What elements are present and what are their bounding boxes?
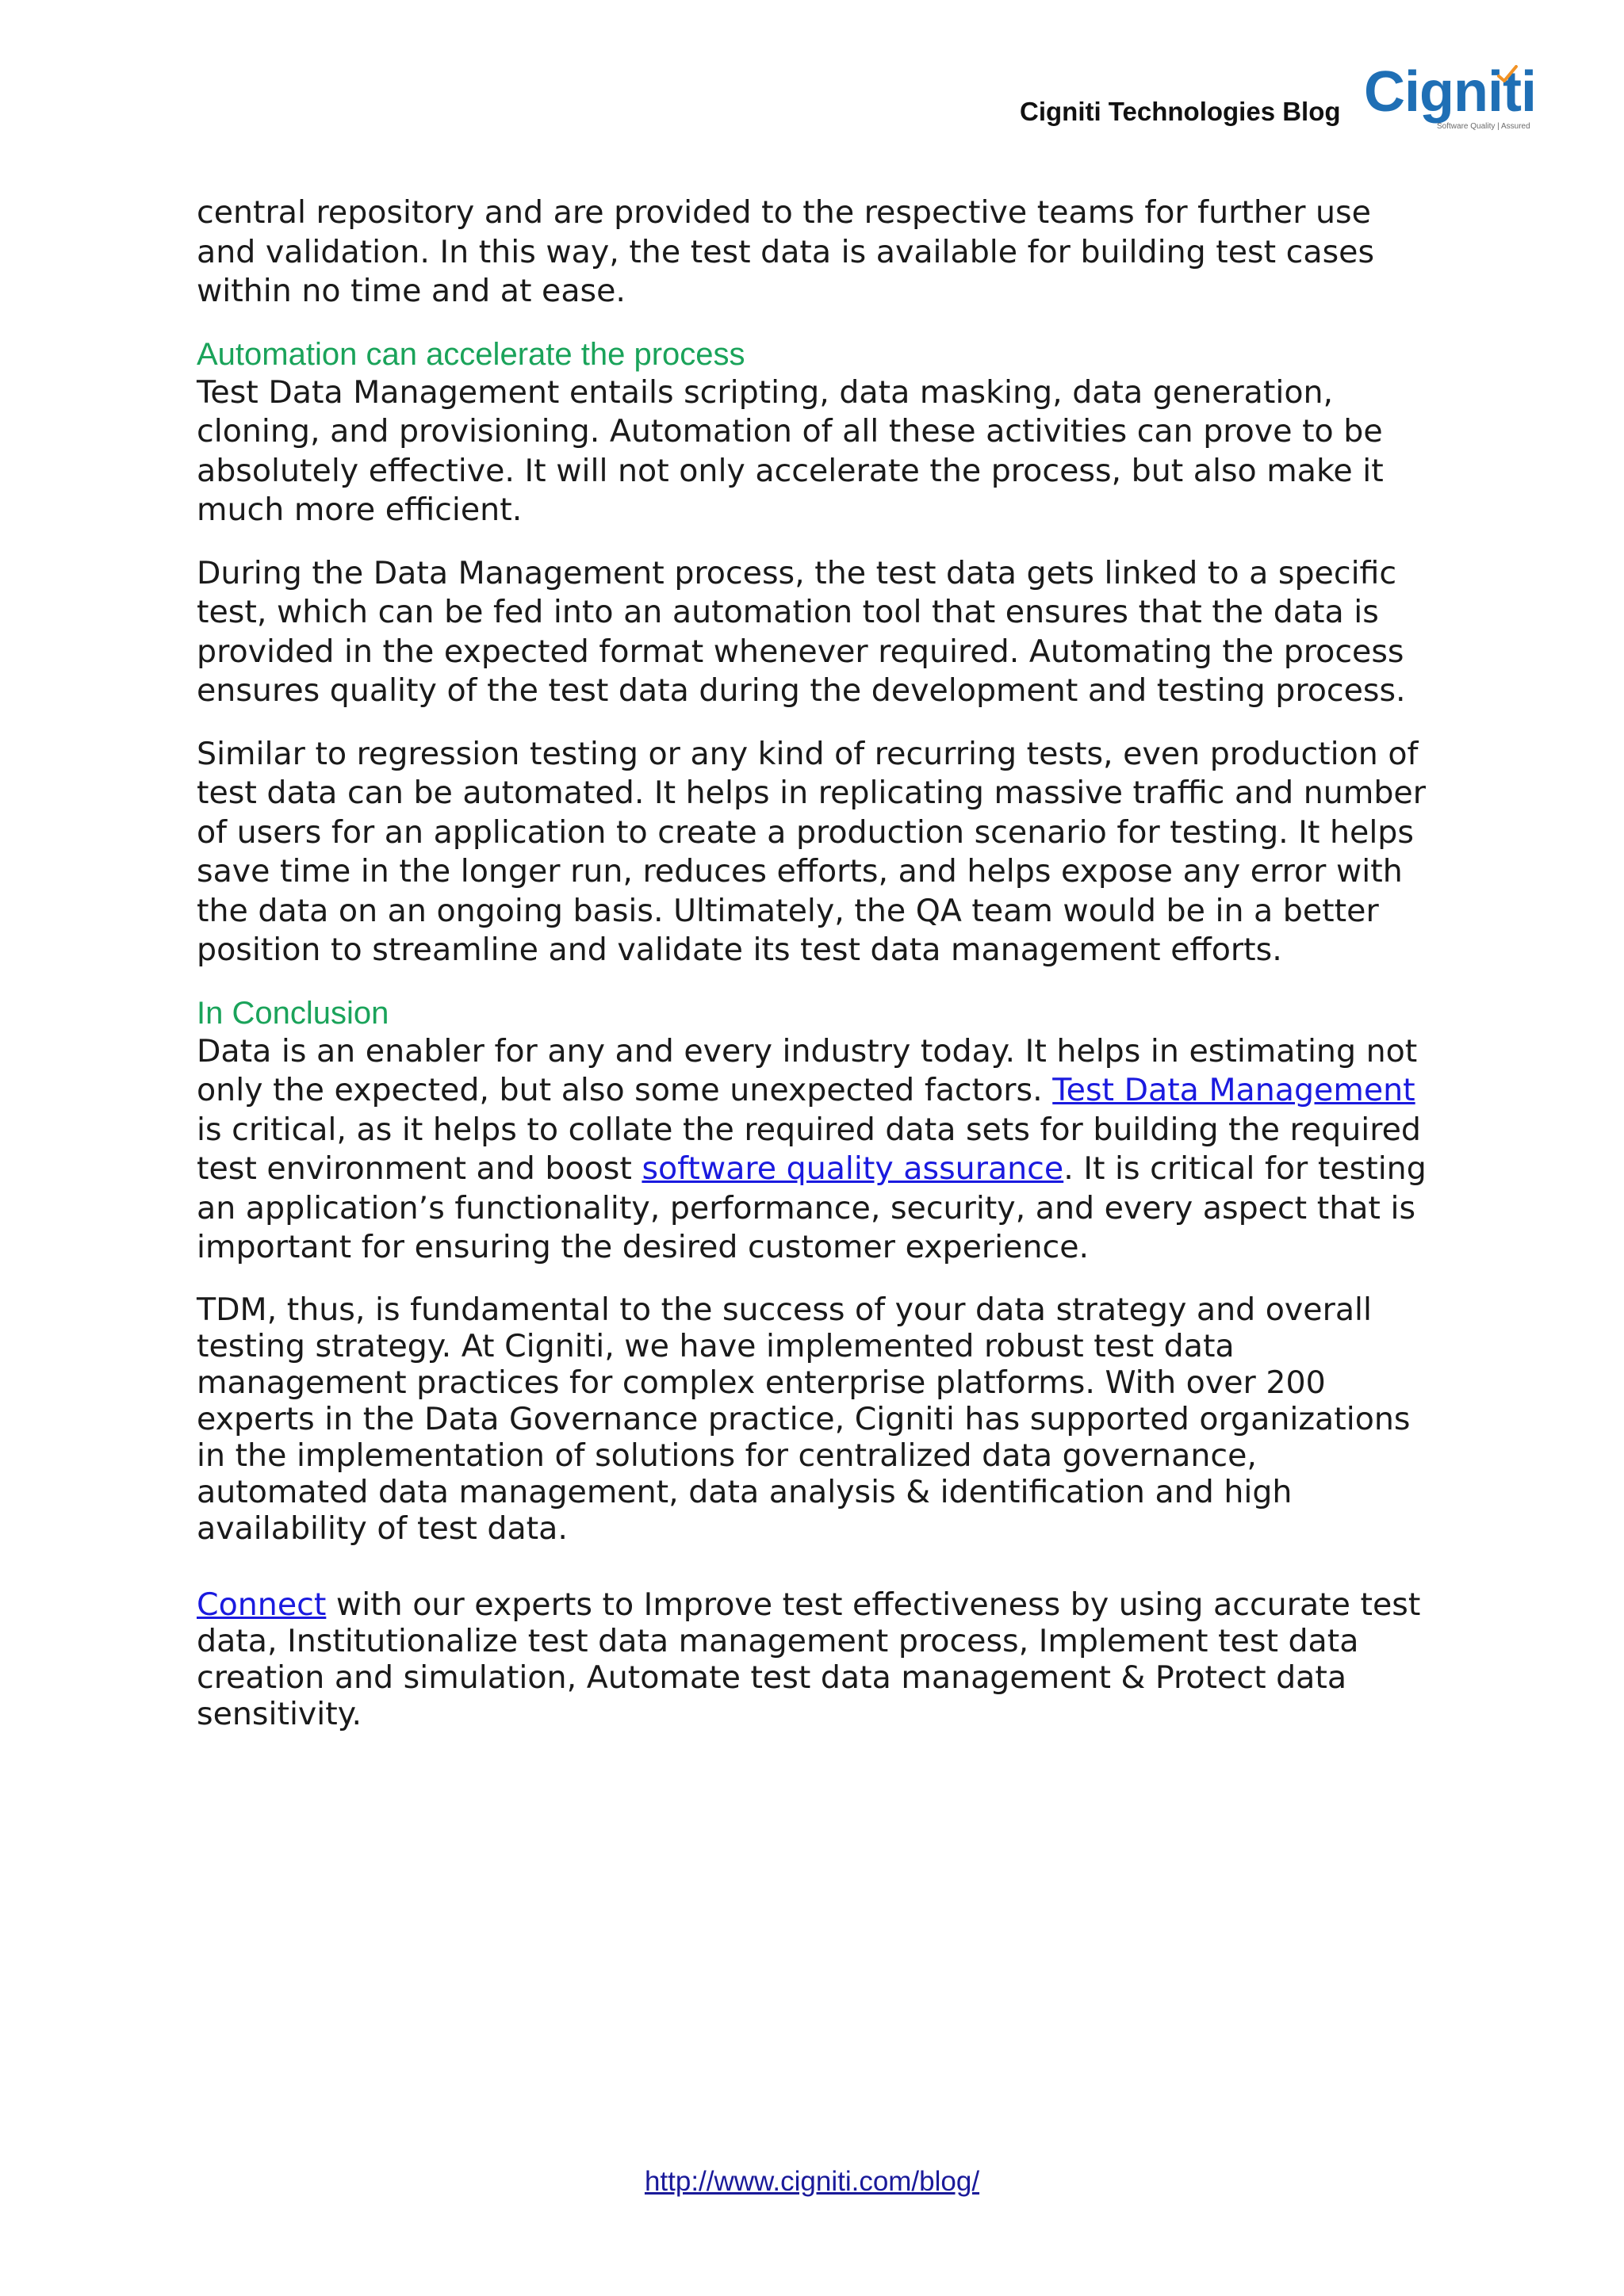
cta-text: with our experts to Improve test effectiveness by using accurate test data, Institutionalize test data management process, Implement test data creation and simulation, Automate test data management & Protect data sensitivity.	[197, 1586, 1421, 1732]
automation-paragraph-2: During the Data Management process, the test data gets linked to a specific test, which can be fed into an automation tool that ensures that the data is provided in the expected format whenever required. Automating the process ensures quality of the test data during the development and testing process.	[197, 554, 1406, 709]
conclusion-text-3: . It is critical for testing an application’s functionality, performance, security, and every aspect that is important for ensuring the desired customer experience.	[197, 1150, 1427, 1265]
conclusion-paragraph-1	[197, 1032, 1434, 1268]
page-header	[0, 0, 1624, 159]
article-body	[197, 193, 1434, 1732]
conclusion-text-2: is critical, as it helps to collate the required data sets for building the required test environment and boost	[197, 1111, 1421, 1187]
conclusion-paragraph-2: TDM, thus, is fundamental to the success of your data strategy and overall testing strategy. At Cigniti, we have implemented robust test data management practices for complex enterprise platforms. With over 200 experts in the Data Governance practice, Cigniti has supported organizations in the implementation of solutions for centralized data governance, automated data management, data analysis & identification and high availability of test data.	[197, 1291, 1411, 1547]
cta-paragraph	[197, 1586, 1434, 1732]
software-quality-assurance-link[interactable]: software quality assurance	[642, 1150, 1064, 1187]
logo-tick-icon	[1497, 65, 1518, 82]
conclusion-text-1: Data is an enabler for any and every industry today. It helps in estimating not only the expected, but also some unexpected factors.	[197, 1032, 1418, 1108]
section-heading-automation: Automation can accelerate the process	[197, 336, 745, 372]
automation-paragraph-1: Test Data Management entails scripting, data masking, data generation, cloning, and provisioning. Automation of all these activities can prove to be absolutely effective. It will not only accelerate the process, but also make it much more efficient.	[197, 373, 1384, 528]
test-data-management-link[interactable]: Test Data Management	[1052, 1072, 1415, 1108]
logo-tagline: Software Quality | Assured	[1437, 122, 1530, 131]
cigniti-logo	[1364, 60, 1546, 140]
intro-paragraph: central repository and are provided to the respective teams for further use and validation. In this way, the test data is available for building test cases within no time and at ease.	[197, 194, 1375, 309]
blog-title: Cigniti Technologies Blog	[1020, 97, 1341, 126]
section-heading-conclusion: In Conclusion	[197, 995, 389, 1031]
automation-paragraph-3: Similar to regression testing or any kind of recurring tests, even production of test data can be automated. It helps in replicating massive traffic and number of users for an application to create a production scenario for testing. It helps save time in the longer run, reduces efforts, and helps expose any error with the data on an ongoing basis. Ultimately, the QA team would be in a better position to streamline and validate its test data management efforts.	[197, 735, 1426, 968]
logo-wordmark: Cigniti	[1364, 60, 1536, 124]
connect-link[interactable]: Connect	[197, 1586, 327, 1623]
page-footer	[0, 2166, 1624, 2198]
footer-blog-url-link[interactable]: http://www.cigniti.com/blog/	[644, 2166, 980, 2197]
